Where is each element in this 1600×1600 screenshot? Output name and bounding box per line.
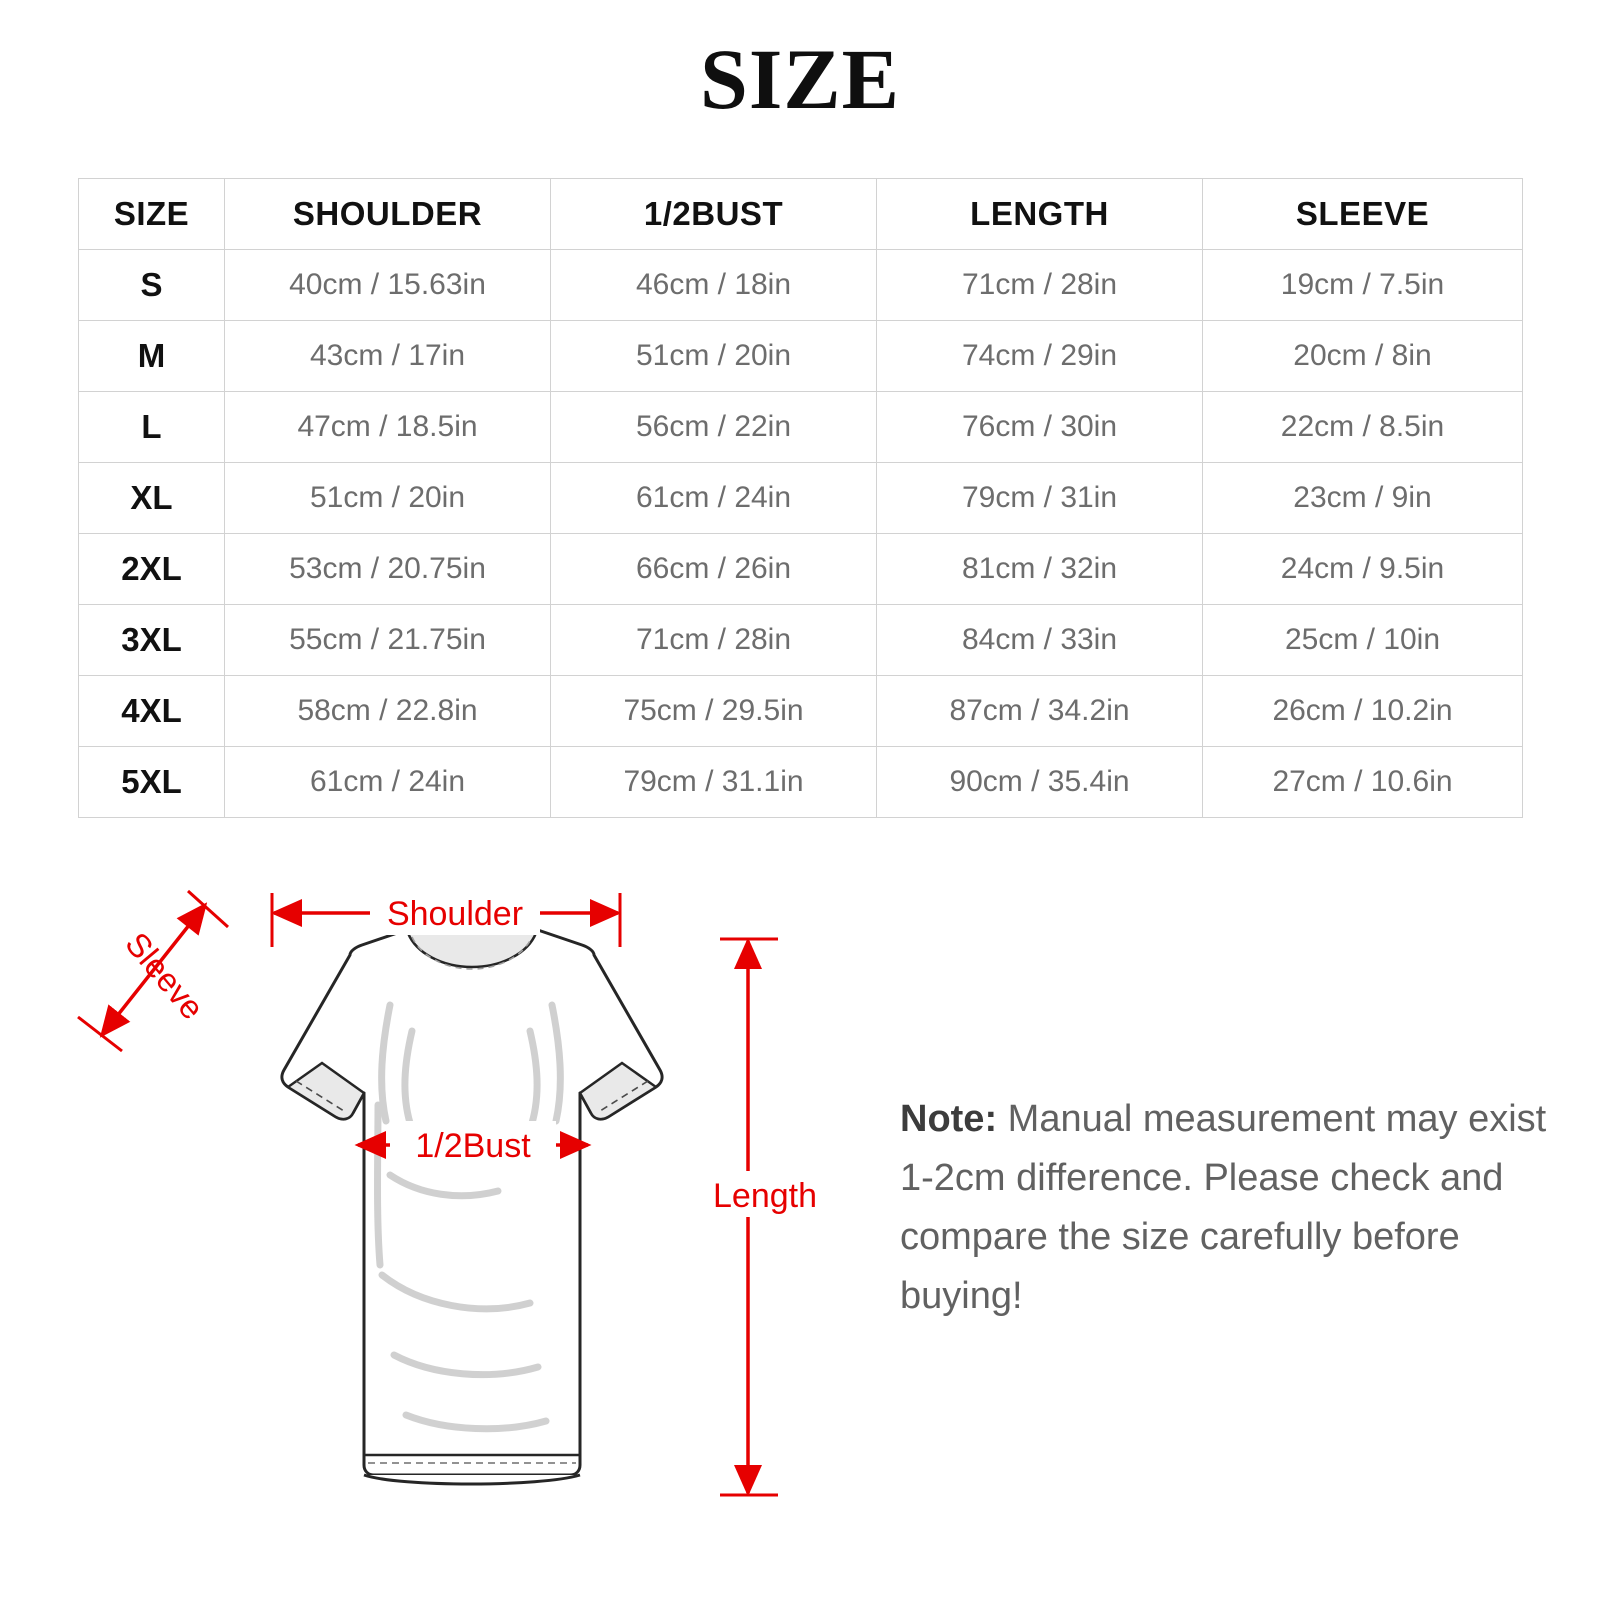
tshirt-illustration: [282, 927, 662, 1484]
note-text: [900, 1090, 1560, 1326]
cell-length: 79cm / 31in: [877, 463, 1203, 534]
cell-length: 74cm / 29in: [877, 321, 1203, 392]
cell-shoulder: 55cm / 21.75in: [225, 605, 551, 676]
cell-size: M: [79, 321, 225, 392]
sleeve-dimension: [78, 891, 228, 1051]
column-header-size: SIZE: [79, 179, 225, 250]
cell-shoulder: 58cm / 22.8in: [225, 676, 551, 747]
column-header-sleeve: SLEEVE: [1203, 179, 1523, 250]
label-sleeve: Sleeve: [118, 925, 212, 1027]
cell-bust: 61cm / 24in: [551, 463, 877, 534]
cell-bust: 56cm / 22in: [551, 392, 877, 463]
cell-sleeve: 22cm / 8.5in: [1203, 392, 1523, 463]
label-half-bust: 1/2Bust: [415, 1127, 531, 1165]
cell-size: 4XL: [79, 676, 225, 747]
cell-length: 71cm / 28in: [877, 250, 1203, 321]
cell-bust: 71cm / 28in: [551, 605, 877, 676]
cell-sleeve: 23cm / 9in: [1203, 463, 1523, 534]
measurement-diagram: [60, 855, 860, 1555]
cell-shoulder: 61cm / 24in: [225, 747, 551, 818]
table-row: [79, 392, 1523, 463]
page-title: SIZE: [699, 31, 901, 127]
column-header-shoulder: SHOULDER: [225, 179, 551, 250]
column-header-length: LENGTH: [877, 179, 1203, 250]
size-chart-table-container: [78, 178, 1522, 818]
cell-size: XL: [79, 463, 225, 534]
cell-shoulder: 43cm / 17in: [225, 321, 551, 392]
cell-size: 3XL: [79, 605, 225, 676]
length-dimension: [700, 939, 830, 1495]
table-header-row: [79, 179, 1523, 250]
cell-shoulder: 53cm / 20.75in: [225, 534, 551, 605]
cell-length: 90cm / 35.4in: [877, 747, 1203, 818]
cell-bust: 79cm / 31.1in: [551, 747, 877, 818]
table-row: [79, 321, 1523, 392]
cell-sleeve: 25cm / 10in: [1203, 605, 1523, 676]
cell-length: 81cm / 32in: [877, 534, 1203, 605]
cell-bust: 66cm / 26in: [551, 534, 877, 605]
table-row: [79, 250, 1523, 321]
cell-length: 76cm / 30in: [877, 392, 1203, 463]
cell-bust: 51cm / 20in: [551, 321, 877, 392]
table-row: [79, 676, 1523, 747]
cell-size: S: [79, 250, 225, 321]
cell-shoulder: 51cm / 20in: [225, 463, 551, 534]
half-bust-dimension: [358, 1121, 588, 1165]
note-label: Note:: [900, 1098, 998, 1140]
cell-bust: 75cm / 29.5in: [551, 676, 877, 747]
cell-size: 2XL: [79, 534, 225, 605]
label-length: Length: [713, 1177, 817, 1215]
cell-bust: 46cm / 18in: [551, 250, 877, 321]
cell-length: 87cm / 34.2in: [877, 676, 1203, 747]
cell-length: 84cm / 33in: [877, 605, 1203, 676]
table-row: [79, 747, 1523, 818]
table-row: [79, 605, 1523, 676]
cell-sleeve: 20cm / 8in: [1203, 321, 1523, 392]
cell-sleeve: 27cm / 10.6in: [1203, 747, 1523, 818]
cell-size: L: [79, 392, 225, 463]
note-body: Manual measurement may exist 1-2cm difference. Please check and compare the size carefully before buying!: [900, 1098, 1547, 1317]
cell-sleeve: 26cm / 10.2in: [1203, 676, 1523, 747]
cell-sleeve: 24cm / 9.5in: [1203, 534, 1523, 605]
cell-shoulder: 40cm / 15.63in: [225, 250, 551, 321]
cell-sleeve: 19cm / 7.5in: [1203, 250, 1523, 321]
table-row: [79, 534, 1523, 605]
label-shoulder: Shoulder: [386, 895, 524, 933]
cell-shoulder: 47cm / 18.5in: [225, 392, 551, 463]
size-chart-table: [78, 178, 1523, 818]
column-header-bust: 1/2BUST: [551, 179, 877, 250]
cell-size: 5XL: [79, 747, 225, 818]
table-row: [79, 463, 1523, 534]
